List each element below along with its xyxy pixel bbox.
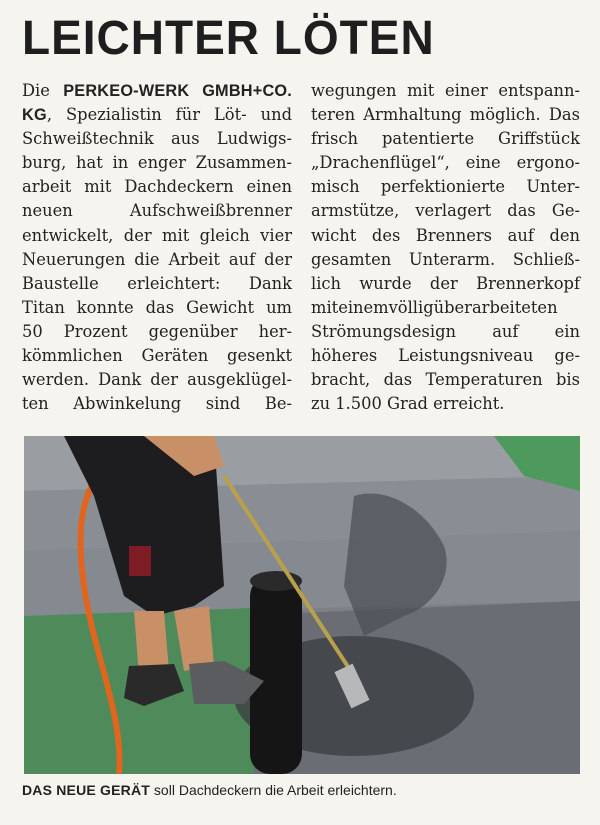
text-line: 50 Prozent gegenüber her- [22,321,292,341]
text-line: teren Armhaltung möglich. Das [311,105,580,125]
text-line [22,103,292,127]
article-column-right [311,79,580,416]
article-photo [24,436,580,774]
text-line: gesamten Unterarm. Schließ- [311,249,580,269]
text-line: neuen Aufschweißbrenner [22,201,292,221]
text-line: „Drachenflügel“, eine ergono- [311,153,580,173]
text-line: zu 1.500 Grad erreicht. [311,394,505,414]
text-line: wicht des Brenners auf den [311,225,580,245]
roofer-photo-illustration [24,436,580,774]
text-line: Schweißtechnik aus Ludwigs- [22,129,292,149]
text-fragment: Die [22,81,64,100]
text-line: entwickelt, der mit gleich vier [22,225,292,245]
text-line: Titan konnte das Gewicht um [22,297,292,317]
text-line: Neuerungen die Arbeit auf der [22,249,292,269]
text-line: wegungen mit einer entspann- [311,81,580,100]
article-column-left [22,79,292,416]
text-fragment: , Spezialistin für Löt- und [46,105,292,125]
text-line: kömmlichen Geräten gesenkt [22,346,292,366]
knife-pocket [129,546,151,576]
text-line: bracht, das Temperaturen bis [311,370,580,390]
text-line: werden. Dank der ausgeklügel- [22,370,292,390]
text-line: arbeit mit Dachdeckern einen [22,177,292,197]
text-line: Strömungsdesign auf ein [311,321,580,341]
text-line: miteinemvölligüberarbeiteten [311,297,558,317]
text-line: höheres Leistungsniveau ge- [311,346,580,366]
text-line: ten Abwinkelung sind Be- [22,394,292,414]
text-line [22,79,292,103]
company-name: PERKEO-WERK GMBH+CO. [63,82,292,100]
photo-caption [22,782,582,798]
article-headline: LEICHTER LÖTEN [22,9,435,65]
text-line: misch perfektionierte Unter- [311,177,580,197]
caption-text: soll Dachdeckern die Arbeit erleichtern. [150,782,397,798]
text-line: frisch patentierte Griffstück [311,129,580,149]
text-line: lich wurde der Brennerkopf [311,273,580,293]
company-name-suffix: KG [22,106,47,125]
text-line: burg, hat in enger Zusammen- [22,153,292,173]
text-line: Baustelle erleichtert: Dank [22,273,292,293]
caption-lead: DAS NEUE GERÄT [22,782,151,798]
text-line: armstütze, verlagert das Ge- [311,201,580,221]
roofing-roll [250,576,302,774]
